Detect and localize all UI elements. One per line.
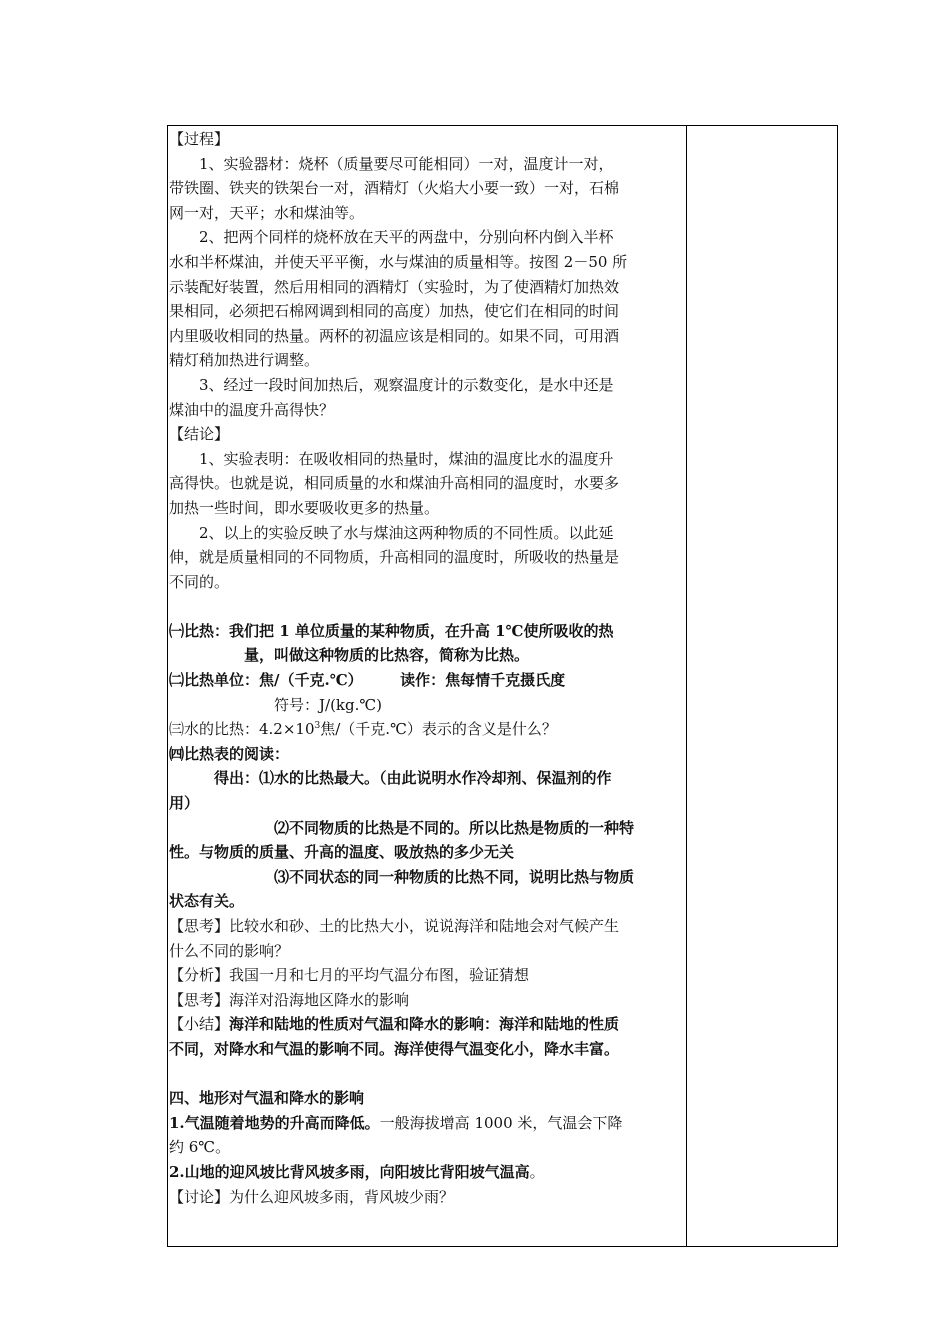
summary-line: 不同，对降水和气温的影响不同。海洋使得气温变化小，降水丰富。 — [169, 1039, 620, 1058]
water-heat-suffix: 焦/（千克.℃）表示的含义是什么？ — [320, 720, 557, 739]
terrain-item-2 — [169, 1160, 679, 1185]
terrain-item-bold: 2.山地的迎风坡比背风坡多雨，向阳坡比背阳坡气温高 — [169, 1162, 530, 1181]
terrain-item-1 — [169, 1111, 679, 1136]
text-line: 带铁圈、铁夹的铁架台一对，酒精灯（火焰大小要一致）一对，石棉 — [169, 179, 620, 198]
think-line: 什么不同的影响？ — [169, 941, 290, 960]
lesson-content — [169, 127, 679, 1209]
exponent: 3 — [314, 721, 321, 732]
result-line: ⑶不同状态的同一种物质的比热不同，说明比热与物质 — [169, 867, 635, 886]
text-line: 不同的。 — [169, 572, 230, 591]
text-line: 2、把两个同样的烧杯放在天平的两盘中，分别向杯内倒入半杯 — [169, 228, 614, 247]
summary-label: 【小结】 — [169, 1015, 230, 1034]
table-reading-heading: ㈣比热表的阅读： — [169, 744, 290, 763]
text-line: 高得快。也就是说，相同质量的水和煤油升高相同的温度时，水要多 — [169, 474, 620, 493]
discussion-line: 【讨论】为什么迎风坡多雨，背风坡少雨？ — [169, 1187, 455, 1206]
terrain-item-text: 一般海拔增高 1000 米，气温会下降 — [379, 1113, 623, 1132]
summary-text: 海洋和陆地的性质对气温和降水的影响：海洋和陆地的性质 — [229, 1015, 620, 1034]
terrain-item-text: 。 — [529, 1162, 545, 1181]
water-heat-prefix: ㈢水的比热：4.2×10 — [169, 720, 315, 739]
text-line: 果相同，必须把石棉网调到相同的高度）加热，使它们在相同的时间 — [169, 302, 620, 321]
specific-heat-symbol: 符号：J/(kg.℃) — [169, 695, 383, 714]
terrain-item-bold: 1.气温随着地势的升高而降低。 — [169, 1113, 380, 1132]
column-divider — [686, 125, 687, 1247]
think-line: 【思考】海洋对沿海地区降水的影响 — [169, 990, 410, 1009]
blank-line — [169, 594, 679, 619]
text-line: 伸，就是质量相同的不同物质，升高相同的温度时，所吸收的热量是 — [169, 548, 620, 567]
text-line: 加热一些时间，即水要吸收更多的热量。 — [169, 498, 440, 517]
conclusion-heading: 【结论】 — [169, 425, 230, 444]
text-line: 1、实验表明：在吸收相同的热量时，煤油的温度比水的温度升 — [169, 449, 614, 468]
result-line: 状态有关。 — [169, 892, 245, 911]
section-heading: 四、地形对气温和降水的影响 — [169, 1089, 365, 1108]
result-line: 得出：⑴水的比热最大。（由此说明水作冷却剂、保温剂的作 — [169, 769, 612, 788]
text-line: 水和半杯煤油，并使天平平衡，水与煤油的质量相等。按图 2－50 所 — [169, 252, 628, 271]
water-specific-heat — [169, 717, 679, 742]
result-line: 性。与物质的质量、升高的温度、吸放热的多少无关 — [169, 843, 515, 862]
text-line: 网一对，天平；水和煤油等。 — [169, 203, 365, 222]
result-line: ⑵不同物质的比热是不同的。所以比热是物质的一种特 — [169, 818, 635, 837]
text-line: 煤油中的温度升高得快？ — [169, 400, 335, 419]
text-line: 3、经过一段时间加热后，观察温度计的示数变化，是水中还是 — [169, 375, 614, 394]
process-heading: 【过程】 — [169, 130, 230, 148]
terrain-item-1-cont: 约 6℃。 — [169, 1138, 231, 1157]
result-line: 用） — [169, 794, 200, 813]
specific-heat-definition: ㈠比热：我们把 1 单位质量的某种物质，在升高 1℃使所吸收的热 — [169, 621, 614, 640]
text-line: 1、实验器材：烧杯（质量要尽可能相同）一对，温度计一对， — [169, 154, 614, 173]
text-line: 内里吸收相同的热量。两杯的初温应该是相同的。如果不同，可用酒 — [169, 326, 620, 345]
specific-heat-definition: 量，叫做这种物质的比热容，简称为比热。 — [169, 646, 530, 665]
summary-line — [169, 1012, 679, 1037]
text-line: 示装配好装置，然后用相同的酒精灯（实验时，为了使酒精灯加热效 — [169, 277, 620, 296]
text-line: 精灯稍加热进行调整。 — [169, 351, 320, 370]
blank-line — [169, 1062, 679, 1087]
text-line: 2、以上的实验反映了水与煤油这两种物质的不同性质。以此延 — [169, 523, 614, 542]
analysis-line: 【分析】我国一月和七月的平均气温分布图，验证猜想 — [169, 966, 530, 985]
think-line: 【思考】比较水和砂、土的比热大小，说说海洋和陆地会对气候产生 — [169, 917, 620, 935]
specific-heat-unit: ㈡比热单位：焦/（千克.℃） 读作：焦每情千克摄氏度 — [169, 671, 566, 690]
